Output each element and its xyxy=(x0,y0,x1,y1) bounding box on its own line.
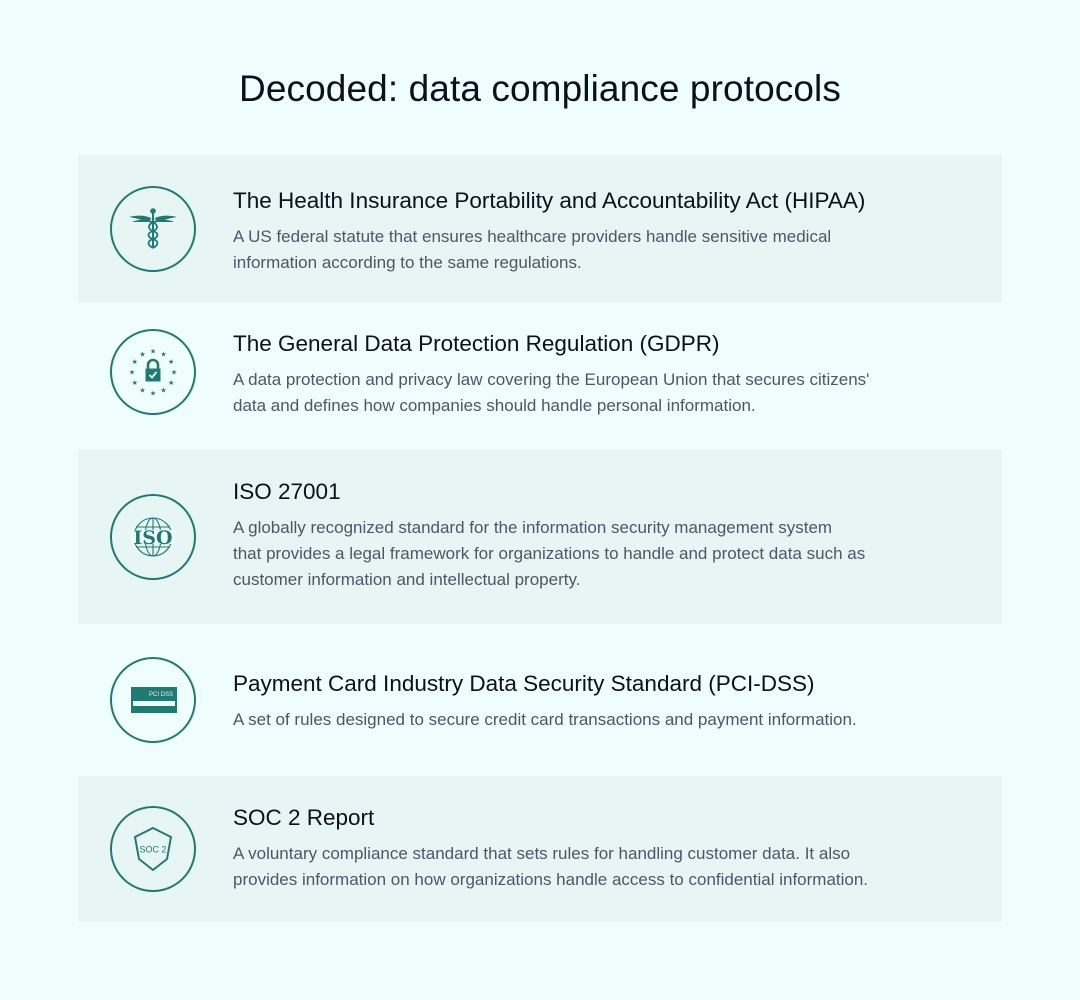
description-line: data and defines how companies should handle personal information. xyxy=(233,396,756,415)
svg-text:★: ★ xyxy=(131,358,138,366)
protocol-list xyxy=(78,155,1002,922)
svg-text:★: ★ xyxy=(160,386,167,395)
svg-text:PCI DSS: PCI DSS xyxy=(148,692,173,698)
protocol-text xyxy=(233,187,973,276)
protocol-title: Payment Card Industry Data Security Standard (PCI-DSS) xyxy=(233,671,815,696)
description-line: customer information and intellectual property. xyxy=(233,570,581,589)
svg-text:★: ★ xyxy=(149,347,157,356)
protocol-row-soc2 xyxy=(78,776,1002,922)
protocol-description xyxy=(233,224,973,276)
svg-text:★: ★ xyxy=(149,389,157,398)
svg-text:★: ★ xyxy=(139,350,146,359)
protocol-title: SOC 2 Report xyxy=(233,805,375,830)
protocol-description xyxy=(233,707,973,733)
description-line: that provides a legal framework for organizations to handle and protect data such as xyxy=(233,544,866,563)
description-line: A data protection and privacy law covering the European Union that secures citizens' xyxy=(233,370,870,389)
svg-text:★: ★ xyxy=(168,379,175,387)
description-line: A globally recognized standard for the information security management system xyxy=(233,518,833,537)
svg-text:★: ★ xyxy=(128,368,136,377)
description-line: A voluntary compliance standard that sets rules for handling customer data. It also xyxy=(233,844,851,863)
pci-dss-card-icon xyxy=(110,657,196,743)
svg-text:★: ★ xyxy=(131,379,138,387)
protocol-row-hipaa xyxy=(78,155,1002,302)
svg-text:★: ★ xyxy=(168,358,175,366)
protocol-row-gdpr xyxy=(78,302,1002,450)
protocol-row-iso xyxy=(78,450,1002,624)
svg-text:★: ★ xyxy=(139,386,146,395)
protocol-title: The Health Insurance Portability and Accountability Act (HIPAA) xyxy=(233,188,866,213)
soc2-shield-icon xyxy=(110,806,196,892)
description-line: information according to the same regulations. xyxy=(233,253,582,272)
protocol-title: The General Data Protection Regulation (GDPR) xyxy=(233,331,720,356)
protocol-description xyxy=(233,515,973,593)
page-title: Decoded: data compliance protocols xyxy=(239,68,841,109)
eu-stars-padlock-icon xyxy=(110,329,196,415)
iso-globe-icon xyxy=(110,494,196,580)
svg-text:ISO: ISO xyxy=(133,527,173,549)
description-line: provides information on how organizations handle access to confidential information. xyxy=(233,870,869,889)
description-line: A set of rules designed to secure credit card transactions and payment information. xyxy=(233,710,857,729)
svg-text:SOC 2: SOC 2 xyxy=(139,844,167,855)
protocol-text xyxy=(233,478,973,593)
protocol-text xyxy=(233,330,973,419)
protocol-description xyxy=(233,367,973,419)
description-line: A US federal statute that ensures healthcare providers handle sensitive medical xyxy=(233,227,832,246)
protocol-text xyxy=(233,804,973,893)
protocol-description xyxy=(233,841,973,893)
protocol-title: ISO 27001 xyxy=(233,479,341,504)
protocol-row-pci-dss xyxy=(78,624,1002,776)
svg-text:★: ★ xyxy=(160,350,167,359)
caduceus-icon xyxy=(110,186,196,272)
protocol-text xyxy=(233,670,973,733)
svg-text:★: ★ xyxy=(170,368,178,377)
